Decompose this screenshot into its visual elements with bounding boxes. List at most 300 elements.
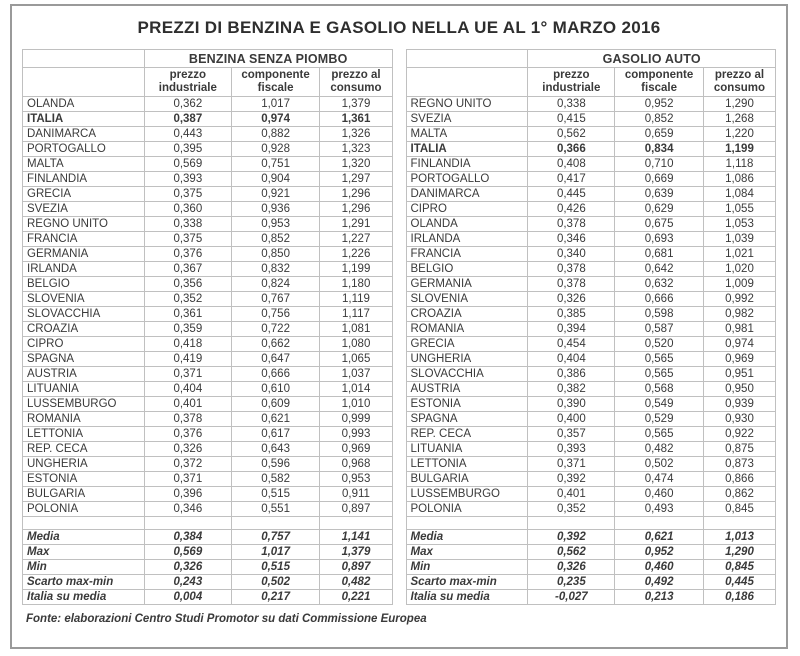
value-cell: 0,419 bbox=[144, 352, 231, 367]
summary-label-cell: Media bbox=[23, 530, 145, 545]
value-cell: 0,493 bbox=[615, 502, 704, 517]
value-cell: 0,394 bbox=[528, 322, 615, 337]
value-cell: 0,401 bbox=[144, 397, 231, 412]
country-cell: LETTONIA bbox=[406, 457, 528, 472]
value-cell: 0,852 bbox=[615, 112, 704, 127]
country-cell: SLOVACCHIA bbox=[23, 307, 145, 322]
country-cell: CROAZIA bbox=[406, 307, 528, 322]
value-cell: 0,426 bbox=[528, 202, 615, 217]
summary-value-cell: 0,757 bbox=[231, 530, 320, 545]
benzina-table bbox=[22, 49, 393, 605]
value-cell: 0,382 bbox=[528, 382, 615, 397]
value-cell: 0,375 bbox=[144, 187, 231, 202]
country-cell: ITALIA bbox=[23, 112, 145, 127]
value-cell: 0,454 bbox=[528, 337, 615, 352]
value-cell: 0,357 bbox=[528, 427, 615, 442]
table-row bbox=[406, 172, 776, 187]
empty-cell bbox=[231, 517, 320, 530]
summary-value-cell: 0,502 bbox=[231, 575, 320, 590]
country-cell: BULGARIA bbox=[406, 472, 528, 487]
value-cell: 0,850 bbox=[231, 247, 320, 262]
country-cell: SPAGNA bbox=[23, 352, 145, 367]
summary-row bbox=[406, 590, 776, 605]
value-cell: 1,021 bbox=[703, 247, 775, 262]
value-cell: 0,974 bbox=[231, 112, 320, 127]
value-cell: 0,361 bbox=[144, 307, 231, 322]
value-cell: 0,386 bbox=[528, 367, 615, 382]
country-cell: DANIMARCA bbox=[406, 187, 528, 202]
value-cell: 0,974 bbox=[703, 337, 775, 352]
corner-cell bbox=[406, 50, 528, 68]
table-row bbox=[406, 502, 776, 517]
value-cell: 1,117 bbox=[320, 307, 392, 322]
value-cell: 0,346 bbox=[144, 502, 231, 517]
country-cell: ROMANIA bbox=[406, 322, 528, 337]
value-cell: 0,393 bbox=[144, 172, 231, 187]
table-row bbox=[406, 247, 776, 262]
value-cell: 0,474 bbox=[615, 472, 704, 487]
country-cell: POLONIA bbox=[406, 502, 528, 517]
tables-container bbox=[22, 49, 776, 605]
table-row bbox=[406, 127, 776, 142]
country-cell: ESTONIA bbox=[406, 397, 528, 412]
value-cell: 0,360 bbox=[144, 202, 231, 217]
value-cell: 1,199 bbox=[703, 142, 775, 157]
value-cell: 0,904 bbox=[231, 172, 320, 187]
value-cell: 0,378 bbox=[528, 277, 615, 292]
summary-value-cell: 0,845 bbox=[703, 560, 775, 575]
value-cell: 1,119 bbox=[320, 292, 392, 307]
value-cell: 0,565 bbox=[615, 427, 704, 442]
summary-label-cell: Min bbox=[23, 560, 145, 575]
value-cell: 1,220 bbox=[703, 127, 775, 142]
summary-value-cell: 1,379 bbox=[320, 545, 392, 560]
summary-value-cell: 0,243 bbox=[144, 575, 231, 590]
value-cell: 0,390 bbox=[528, 397, 615, 412]
country-cell: LITUANIA bbox=[23, 382, 145, 397]
value-cell: 1,320 bbox=[320, 157, 392, 172]
value-cell: 0,950 bbox=[703, 382, 775, 397]
value-cell: 0,417 bbox=[528, 172, 615, 187]
gasolio-table bbox=[406, 49, 777, 605]
value-cell: 1,039 bbox=[703, 232, 775, 247]
value-cell: 0,408 bbox=[528, 157, 615, 172]
value-cell: 0,982 bbox=[703, 307, 775, 322]
table-row bbox=[23, 502, 393, 517]
table-row bbox=[23, 157, 393, 172]
table-row bbox=[23, 442, 393, 457]
column-header-prezzo-al-consumo: prezzo al consumo bbox=[703, 68, 775, 97]
country-cell: SVEZIA bbox=[23, 202, 145, 217]
table-row bbox=[23, 112, 393, 127]
value-cell: 0,999 bbox=[320, 412, 392, 427]
table-row bbox=[406, 142, 776, 157]
value-cell: 0,371 bbox=[144, 367, 231, 382]
table-row bbox=[406, 352, 776, 367]
table-row bbox=[23, 487, 393, 502]
summary-row bbox=[23, 575, 393, 590]
corner-cell bbox=[406, 68, 528, 97]
table-row bbox=[23, 427, 393, 442]
table-row bbox=[406, 487, 776, 502]
empty-cell bbox=[320, 517, 392, 530]
summary-value-cell: 0,326 bbox=[528, 560, 615, 575]
summary-label-cell: Italia su media bbox=[406, 590, 528, 605]
value-cell: 1,361 bbox=[320, 112, 392, 127]
summary-value-cell: 0,562 bbox=[528, 545, 615, 560]
country-cell: UNGHERIA bbox=[23, 457, 145, 472]
country-cell: LUSSEMBURGO bbox=[23, 397, 145, 412]
value-cell: 0,445 bbox=[528, 187, 615, 202]
summary-value-cell: 1,017 bbox=[231, 545, 320, 560]
value-cell: 0,610 bbox=[231, 382, 320, 397]
country-cell: DANIMARCA bbox=[23, 127, 145, 142]
country-cell: OLANDA bbox=[406, 217, 528, 232]
table-row bbox=[406, 202, 776, 217]
value-cell: 0,642 bbox=[615, 262, 704, 277]
table-row bbox=[23, 247, 393, 262]
value-cell: 0,376 bbox=[144, 427, 231, 442]
value-cell: 0,338 bbox=[144, 217, 231, 232]
value-cell: 0,395 bbox=[144, 142, 231, 157]
country-cell: FINLANDIA bbox=[23, 172, 145, 187]
table-row bbox=[406, 157, 776, 172]
value-cell: 0,549 bbox=[615, 397, 704, 412]
value-cell: 1,180 bbox=[320, 277, 392, 292]
country-cell: FRANCIA bbox=[23, 232, 145, 247]
country-cell: CIPRO bbox=[23, 337, 145, 352]
corner-cell bbox=[23, 50, 145, 68]
column-header-prezzo-industriale: prezzo industriale bbox=[144, 68, 231, 97]
value-cell: 0,953 bbox=[231, 217, 320, 232]
value-cell: 0,751 bbox=[231, 157, 320, 172]
value-cell: 1,379 bbox=[320, 97, 392, 112]
table-row bbox=[23, 412, 393, 427]
country-cell: ROMANIA bbox=[23, 412, 145, 427]
value-cell: 0,617 bbox=[231, 427, 320, 442]
value-cell: 1,290 bbox=[703, 97, 775, 112]
value-cell: 0,378 bbox=[528, 217, 615, 232]
summary-label-cell: Media bbox=[406, 530, 528, 545]
summary-value-cell: 0,004 bbox=[144, 590, 231, 605]
value-cell: 1,017 bbox=[231, 97, 320, 112]
value-cell: 0,551 bbox=[231, 502, 320, 517]
table-row bbox=[23, 337, 393, 352]
value-cell: 0,371 bbox=[528, 457, 615, 472]
value-cell: 1,014 bbox=[320, 382, 392, 397]
summary-row bbox=[23, 590, 393, 605]
value-cell: 0,460 bbox=[615, 487, 704, 502]
summary-value-cell: 0,952 bbox=[615, 545, 704, 560]
value-cell: 0,359 bbox=[144, 322, 231, 337]
summary-row bbox=[23, 530, 393, 545]
table-row bbox=[23, 322, 393, 337]
table-row bbox=[406, 232, 776, 247]
summary-row bbox=[23, 545, 393, 560]
value-cell: 0,952 bbox=[615, 97, 704, 112]
value-cell: 0,352 bbox=[528, 502, 615, 517]
value-cell: 0,852 bbox=[231, 232, 320, 247]
country-cell: MALTA bbox=[23, 157, 145, 172]
table-row bbox=[406, 187, 776, 202]
value-cell: 0,326 bbox=[528, 292, 615, 307]
summary-value-cell: 1,290 bbox=[703, 545, 775, 560]
table-row bbox=[23, 127, 393, 142]
table-row bbox=[23, 202, 393, 217]
value-cell: 1,297 bbox=[320, 172, 392, 187]
table-row bbox=[406, 412, 776, 427]
table-row bbox=[406, 397, 776, 412]
summary-value-cell: 0,445 bbox=[703, 575, 775, 590]
value-cell: 1,065 bbox=[320, 352, 392, 367]
empty-cell bbox=[406, 517, 528, 530]
country-cell: GERMANIA bbox=[23, 247, 145, 262]
table-row bbox=[23, 292, 393, 307]
country-cell: MALTA bbox=[406, 127, 528, 142]
value-cell: 0,352 bbox=[144, 292, 231, 307]
value-cell: 0,722 bbox=[231, 322, 320, 337]
value-cell: 1,227 bbox=[320, 232, 392, 247]
value-cell: 0,936 bbox=[231, 202, 320, 217]
table-row bbox=[406, 442, 776, 457]
country-cell: UNGHERIA bbox=[406, 352, 528, 367]
value-cell: 0,824 bbox=[231, 277, 320, 292]
value-cell: 0,992 bbox=[703, 292, 775, 307]
empty-cell bbox=[703, 517, 775, 530]
table-row bbox=[406, 112, 776, 127]
country-cell: LUSSEMBURGO bbox=[406, 487, 528, 502]
summary-value-cell: 0,492 bbox=[615, 575, 704, 590]
country-cell: SLOVENIA bbox=[23, 292, 145, 307]
summary-value-cell: 0,392 bbox=[528, 530, 615, 545]
country-cell: ITALIA bbox=[406, 142, 528, 157]
table-row bbox=[406, 382, 776, 397]
country-cell: IRLANDA bbox=[23, 262, 145, 277]
country-cell: SLOVENIA bbox=[406, 292, 528, 307]
country-cell: POLONIA bbox=[23, 502, 145, 517]
value-cell: 0,647 bbox=[231, 352, 320, 367]
table-row bbox=[406, 457, 776, 472]
value-cell: 0,387 bbox=[144, 112, 231, 127]
value-cell: 0,981 bbox=[703, 322, 775, 337]
value-cell: 0,969 bbox=[320, 442, 392, 457]
summary-label-cell: Scarto max-min bbox=[23, 575, 145, 590]
country-cell: GRECIA bbox=[406, 337, 528, 352]
value-cell: 0,404 bbox=[528, 352, 615, 367]
country-cell: ESTONIA bbox=[23, 472, 145, 487]
value-cell: 0,392 bbox=[528, 472, 615, 487]
country-cell: AUSTRIA bbox=[406, 382, 528, 397]
source-note: Fonte: elaborazioni Centro Studi Promotor su dati Commissione Europea bbox=[26, 613, 427, 625]
table-row bbox=[23, 142, 393, 157]
value-cell: 0,375 bbox=[144, 232, 231, 247]
value-cell: 1,009 bbox=[703, 277, 775, 292]
value-cell: 0,443 bbox=[144, 127, 231, 142]
country-cell: IRLANDA bbox=[406, 232, 528, 247]
country-cell: PORTOGALLO bbox=[406, 172, 528, 187]
summary-value-cell: 0,569 bbox=[144, 545, 231, 560]
value-cell: 0,675 bbox=[615, 217, 704, 232]
value-cell: 0,385 bbox=[528, 307, 615, 322]
country-cell: CROAZIA bbox=[23, 322, 145, 337]
country-cell: FRANCIA bbox=[406, 247, 528, 262]
value-cell: 0,415 bbox=[528, 112, 615, 127]
corner-cell bbox=[23, 68, 145, 97]
table-row bbox=[406, 217, 776, 232]
value-cell: 0,396 bbox=[144, 487, 231, 502]
value-cell: 0,378 bbox=[144, 412, 231, 427]
table-row bbox=[23, 382, 393, 397]
value-cell: 0,969 bbox=[703, 352, 775, 367]
value-cell: 0,911 bbox=[320, 487, 392, 502]
value-cell: 1,323 bbox=[320, 142, 392, 157]
summary-value-cell: 0,384 bbox=[144, 530, 231, 545]
value-cell: 0,418 bbox=[144, 337, 231, 352]
country-cell: CIPRO bbox=[406, 202, 528, 217]
table-row bbox=[406, 337, 776, 352]
table-row bbox=[406, 262, 776, 277]
value-cell: 0,598 bbox=[615, 307, 704, 322]
value-cell: 0,875 bbox=[703, 442, 775, 457]
summary-value-cell: 0,213 bbox=[615, 590, 704, 605]
value-cell: 0,587 bbox=[615, 322, 704, 337]
table-row bbox=[406, 367, 776, 382]
value-cell: 0,326 bbox=[144, 442, 231, 457]
country-cell: SPAGNA bbox=[406, 412, 528, 427]
summary-value-cell: 0,217 bbox=[231, 590, 320, 605]
summary-value-cell: 0,221 bbox=[320, 590, 392, 605]
summary-label-cell: Italia su media bbox=[23, 590, 145, 605]
summary-value-cell: 0,897 bbox=[320, 560, 392, 575]
value-cell: 0,371 bbox=[144, 472, 231, 487]
table-row bbox=[406, 322, 776, 337]
country-cell: SLOVACCHIA bbox=[406, 367, 528, 382]
summary-value-cell: 0,621 bbox=[615, 530, 704, 545]
value-cell: 0,482 bbox=[615, 442, 704, 457]
value-cell: 0,609 bbox=[231, 397, 320, 412]
value-cell: 0,681 bbox=[615, 247, 704, 262]
country-cell: GERMANIA bbox=[406, 277, 528, 292]
country-cell: GRECIA bbox=[23, 187, 145, 202]
value-cell: 0,862 bbox=[703, 487, 775, 502]
value-cell: 0,968 bbox=[320, 457, 392, 472]
value-cell: 1,020 bbox=[703, 262, 775, 277]
value-cell: 0,693 bbox=[615, 232, 704, 247]
value-cell: 1,080 bbox=[320, 337, 392, 352]
value-cell: 0,882 bbox=[231, 127, 320, 142]
value-cell: 0,565 bbox=[615, 352, 704, 367]
value-cell: 0,346 bbox=[528, 232, 615, 247]
value-cell: 0,596 bbox=[231, 457, 320, 472]
summary-value-cell: 0,326 bbox=[144, 560, 231, 575]
value-cell: 0,930 bbox=[703, 412, 775, 427]
table-row bbox=[23, 217, 393, 232]
value-cell: 1,084 bbox=[703, 187, 775, 202]
value-cell: 0,515 bbox=[231, 487, 320, 502]
column-header-componente-fiscale: componente fiscale bbox=[615, 68, 704, 97]
separator-row bbox=[406, 517, 776, 530]
summary-label-cell: Max bbox=[23, 545, 145, 560]
value-cell: 0,922 bbox=[703, 427, 775, 442]
value-cell: 0,662 bbox=[231, 337, 320, 352]
summary-label-cell: Scarto max-min bbox=[406, 575, 528, 590]
table-row bbox=[406, 472, 776, 487]
value-cell: 0,362 bbox=[144, 97, 231, 112]
value-cell: 0,845 bbox=[703, 502, 775, 517]
value-cell: 0,659 bbox=[615, 127, 704, 142]
value-cell: 0,401 bbox=[528, 487, 615, 502]
value-cell: 1,086 bbox=[703, 172, 775, 187]
value-cell: 0,873 bbox=[703, 457, 775, 472]
table-row bbox=[406, 307, 776, 322]
value-cell: 0,404 bbox=[144, 382, 231, 397]
value-cell: 1,296 bbox=[320, 187, 392, 202]
value-cell: 1,081 bbox=[320, 322, 392, 337]
value-cell: 1,055 bbox=[703, 202, 775, 217]
country-cell: REP. CECA bbox=[406, 427, 528, 442]
country-cell: BELGIO bbox=[406, 262, 528, 277]
table-row bbox=[406, 292, 776, 307]
benzina-table-title: BENZINA SENZA PIOMBO bbox=[144, 50, 392, 68]
table-column-header-row bbox=[406, 68, 776, 97]
table-row bbox=[406, 277, 776, 292]
value-cell: 0,529 bbox=[615, 412, 704, 427]
country-cell: LITUANIA bbox=[406, 442, 528, 457]
table-row bbox=[23, 232, 393, 247]
table-column-header-row bbox=[23, 68, 393, 97]
value-cell: 0,356 bbox=[144, 277, 231, 292]
table-row bbox=[23, 307, 393, 322]
country-cell: REGNO UNITO bbox=[23, 217, 145, 232]
empty-cell bbox=[23, 517, 145, 530]
value-cell: 0,378 bbox=[528, 262, 615, 277]
benzina-table-body bbox=[23, 97, 393, 605]
summary-value-cell: -0,027 bbox=[528, 590, 615, 605]
gasolio-table-body bbox=[406, 97, 776, 605]
page-title: PREZZI DI BENZINA E GASOLIO NELLA UE AL 1° MARZO 2016 bbox=[137, 18, 661, 37]
summary-label-cell: Min bbox=[406, 560, 528, 575]
value-cell: 0,951 bbox=[703, 367, 775, 382]
value-cell: 0,629 bbox=[615, 202, 704, 217]
summary-row bbox=[406, 530, 776, 545]
value-cell: 0,832 bbox=[231, 262, 320, 277]
value-cell: 0,400 bbox=[528, 412, 615, 427]
value-cell: 0,621 bbox=[231, 412, 320, 427]
value-cell: 0,928 bbox=[231, 142, 320, 157]
table-row bbox=[23, 97, 393, 112]
value-cell: 0,520 bbox=[615, 337, 704, 352]
table-row bbox=[23, 262, 393, 277]
value-cell: 0,338 bbox=[528, 97, 615, 112]
table-group-header-row bbox=[23, 50, 393, 68]
country-cell: FINLANDIA bbox=[406, 157, 528, 172]
value-cell: 0,582 bbox=[231, 472, 320, 487]
value-cell: 0,953 bbox=[320, 472, 392, 487]
country-cell: REGNO UNITO bbox=[406, 97, 528, 112]
value-cell: 1,118 bbox=[703, 157, 775, 172]
country-cell: REP. CECA bbox=[23, 442, 145, 457]
table-group-header-row bbox=[406, 50, 776, 68]
value-cell: 0,834 bbox=[615, 142, 704, 157]
country-cell: OLANDA bbox=[23, 97, 145, 112]
empty-cell bbox=[528, 517, 615, 530]
column-header-prezzo-al-consumo: prezzo al consumo bbox=[320, 68, 392, 97]
value-cell: 0,569 bbox=[144, 157, 231, 172]
country-cell: BELGIO bbox=[23, 277, 145, 292]
value-cell: 1,010 bbox=[320, 397, 392, 412]
summary-value-cell: 1,141 bbox=[320, 530, 392, 545]
value-cell: 0,632 bbox=[615, 277, 704, 292]
